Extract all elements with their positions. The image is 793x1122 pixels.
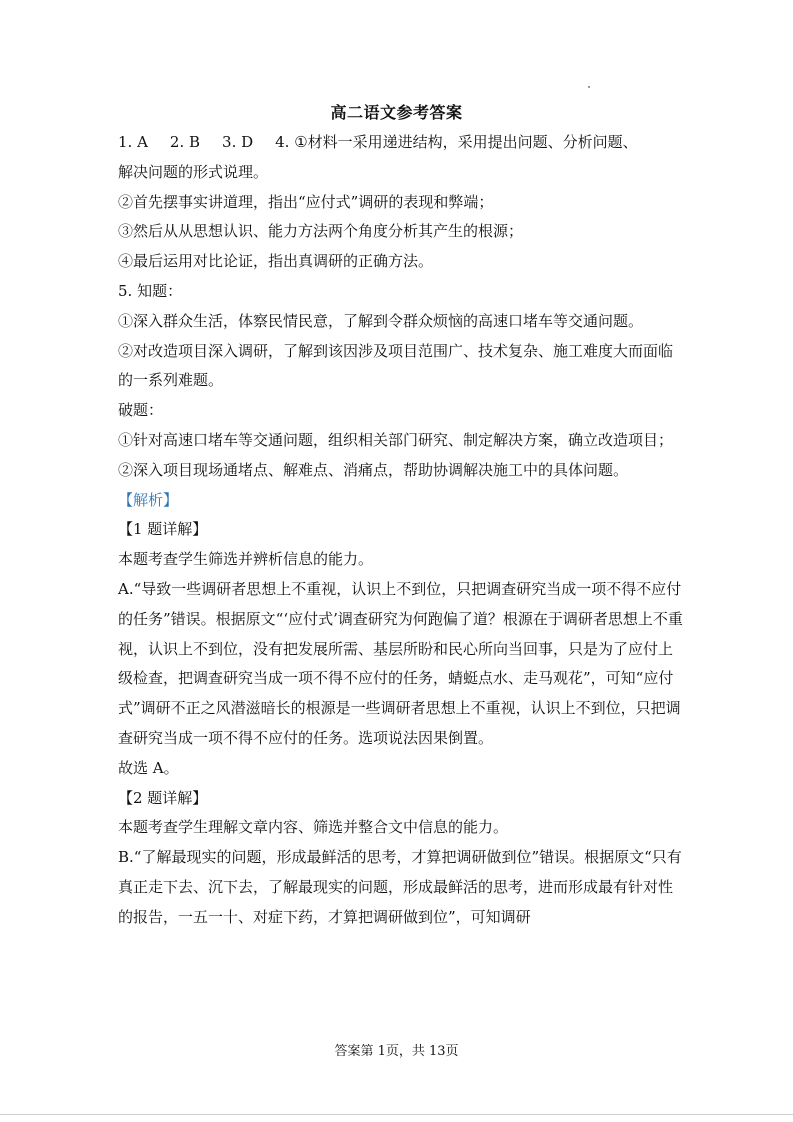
detail-1-intro: 本题考查学生筛选并辨析信息的能力。 [118,550,374,569]
paragraph: 5. 知题： [118,281,183,300]
detail-2-body: B.“了解最现实的问题，形成最鲜活的思考，才算把调研做到位”错误。根据原文“只有真正走下去、沉下去，了解最现实的问题，形成最鲜活的思考，进而形成最有针对性的报告，一五一十、对症下药，才算把调研做到位”，可知调研 [118,848,682,926]
detail-2-intro: 本题考查学生理解文章内容、筛选并整合文中信息的能力。 [118,818,509,837]
paragraph: ②对改造项目深入调研，了解到该因涉及项目范围广、技术复杂、施工难度大而面临的一系列难题。 [118,341,674,390]
detail-2-heading: 【2 题详解】 [118,788,208,807]
answer-1: 1. A [118,133,148,151]
paragraph: ①深入群众生活，体察民情民意，了解到令群众烦恼的高速口堵车等交通问题。 [118,311,644,330]
answers-line [118,128,684,158]
paragraph: ②深入项目现场通堵点、解难点、消痛点，帮助协调解决施工中的具体问题。 [118,460,629,479]
paragraph: ②首先摆事实讲道理，指出“应付式”调研的表现和弊端； [118,192,494,211]
document-title: 高二语文参考答案 [330,103,463,122]
detail-1-choice: 故选 A。 [118,758,179,777]
answer-2: 2. B [169,133,201,151]
page-footer: 答案第 1页，共 13页 [334,1044,459,1059]
detail-1-heading: 【1 题详解】 [118,520,208,539]
bottom-divider [0,1114,793,1115]
paragraph: ③然后从从思想认识、能力方法两个角度分析其产生的根源； [118,222,524,241]
analysis-label: 【解析】 [118,490,179,509]
paragraph: ④最后运用对比论证，指出真调研的正确方法。 [118,252,434,271]
scan-dot [588,86,590,88]
paragraph: ①针对高速口堵车等交通问题，组织相关部门研究、制定解决方案，确立改造项目； [118,430,674,449]
answer-content [118,128,684,933]
paragraph: 破题： [118,401,164,420]
answer-3: 3. D [222,133,254,151]
answer-4-start: 4. ①材料一采用递进结构，采用提出问题、分析问题、 [275,133,638,151]
detail-1-body: A.“导致一些调研者思想上不重视，认识上不到位，只把调查研究当成一项不得不应付的任务”错误。根据原文“‘应付式’调查研究为何跑偏了道？根源在于调研者思想上不重视，认识上不到位，没有把发展所需、基层所盼和民心所向当回事，只是为了应付上级检查，把调查研究当成一项不得不应付的任务，蜻蜓点水、走马观花”，可知“应付式”调研不正之风潜滋暗长的根源是一些调研者思想上不重视，认识上不到位，只把调查研究当成一项不得不应付的任务。选项说法因果倒置。 [118,579,683,747]
paragraph: 解决问题的形式说理。 [118,162,269,181]
